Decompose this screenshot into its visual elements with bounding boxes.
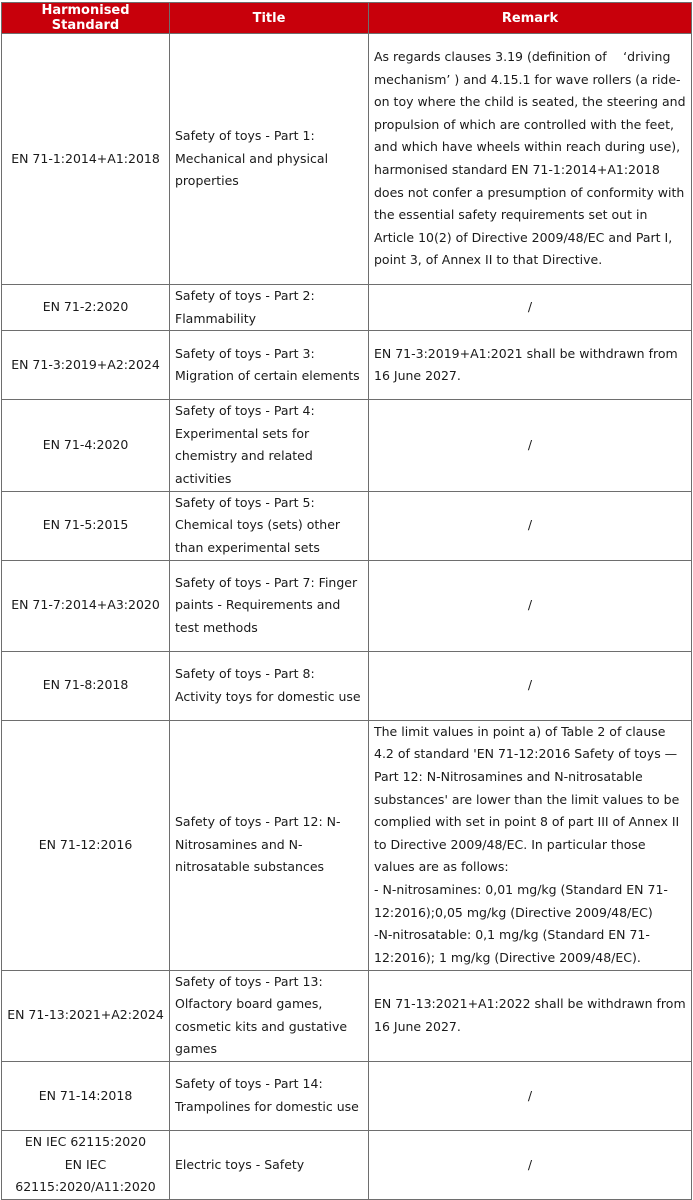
title-cell: Safety of toys - Part 8: Activity toys for domestic use [170, 651, 369, 720]
harmonised-standards-table [1, 2, 692, 1200]
remark-cell: / [369, 491, 692, 560]
standard-cell: EN 71-7:2014+A3:2020 [2, 560, 170, 651]
standard-cell: EN 71-2:2020 [2, 285, 170, 331]
header-harmonised-standard: Harmonised Standard [2, 3, 170, 34]
title-cell: Safety of toys - Part 14: Trampolines for domestic use [170, 1061, 369, 1130]
table-row [2, 720, 692, 970]
table-row [2, 491, 692, 560]
title-cell: Safety of toys - Part 1: Mechanical and physical properties [170, 34, 369, 285]
standard-cell: EN 71-13:2021+A2:2024 [2, 970, 170, 1061]
table-row [2, 285, 692, 331]
remark-cell: / [369, 1130, 692, 1199]
standard-cell: EN 71-3:2019+A2:2024 [2, 331, 170, 400]
table-row [2, 560, 692, 651]
title-cell: Electric toys - Safety [170, 1130, 369, 1199]
standard-cell: EN 71-1:2014+A1:2018 [2, 34, 170, 285]
header-remark: Remark [369, 3, 692, 34]
remark-cell: / [369, 285, 692, 331]
table-row [2, 970, 692, 1061]
title-cell: Safety of toys - Part 13: Olfactory board games, cosmetic kits and gustative games [170, 970, 369, 1061]
remark-cell: The limit values in point a) of Table 2 of clause 4.2 of standard 'EN 71-12:2016 Safety of toys — Part 12: N-Nitrosamines and N-nitrosatable substances' are lower than the limit values to be complied with set in point 8 of part III of Annex II to Directive 2009/48/EC. In particular those values are as follows: - N-nitrosamines: 0,01 mg/kg (Standard EN 71-12:2016);0,05 mg/kg (Directive 2009/48/EC) -N-nitrosatable: 0,1 mg/kg (Standard EN 71-12:2016); 1 mg/kg (Directive 2009/48/EC). [369, 720, 692, 970]
table-row [2, 34, 692, 285]
table-row [2, 1130, 692, 1199]
remark-cell: EN 71-13:2021+A1:2022 shall be withdrawn from 16 June 2027. [369, 970, 692, 1061]
remark-cell: / [369, 560, 692, 651]
title-cell: Safety of toys - Part 3: Migration of certain elements [170, 331, 369, 400]
table-row [2, 1061, 692, 1130]
remark-cell: EN 71-3:2019+A1:2021 shall be withdrawn from 16 June 2027. [369, 331, 692, 400]
remark-cell: / [369, 1061, 692, 1130]
remark-cell: / [369, 651, 692, 720]
remark-cell: As regards clauses 3.19 (definition of ‘driving mechanism’ ) and 4.15.1 for wave rollers (a ride-on toy where the child is seated, the steering and propulsion of which are controlled with the feet, and which have wheels within reach during use), harmonised standard EN 71-1:2014+A1:2018 does not confer a presumption of conformity with the essential safety requirements set out in Article 10(2) of Directive 2009/48/EC and Part I, point 3, of Annex II to that Directive. [369, 34, 692, 285]
standard-cell: EN 71-5:2015 [2, 491, 170, 560]
standard-cell: EN 71-12:2016 [2, 720, 170, 970]
standard-cell: EN 71-4:2020 [2, 400, 170, 491]
title-cell: Safety of toys - Part 2: Flammability [170, 285, 369, 331]
title-cell: Safety of toys - Part 5: Chemical toys (sets) other than experimental sets [170, 491, 369, 560]
standard-cell: EN 71-14:2018 [2, 1061, 170, 1130]
title-cell: Safety of toys - Part 12: N-Nitrosamines and N-nitrosatable substances [170, 720, 369, 970]
table-row [2, 651, 692, 720]
header-title: Title [170, 3, 369, 34]
table-row [2, 331, 692, 400]
table-header-row [2, 3, 692, 34]
title-cell: Safety of toys - Part 4: Experimental sets for chemistry and related activities [170, 400, 369, 491]
remark-cell: / [369, 400, 692, 491]
title-cell: Safety of toys - Part 7: Finger paints - Requirements and test methods [170, 560, 369, 651]
standard-cell: EN 71-8:2018 [2, 651, 170, 720]
table-row [2, 400, 692, 491]
standard-cell: EN IEC 62115:2020 EN IEC 62115:2020/A11:2020 [2, 1130, 170, 1199]
